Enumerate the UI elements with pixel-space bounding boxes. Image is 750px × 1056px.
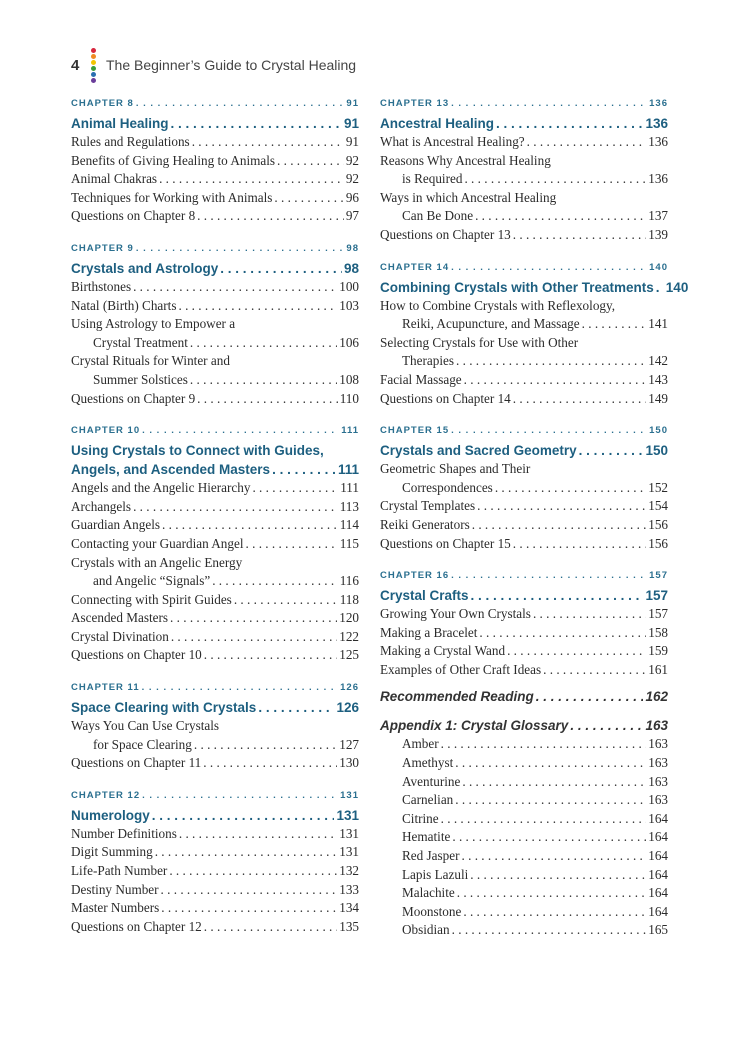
chakra-dots-icon (91, 48, 96, 83)
chapter-title[interactable]: Combining Crystals with Other Treatments . . . 140 (380, 278, 668, 297)
dot-blue (91, 72, 96, 77)
chapter-label[interactable]: CHAPTER 8 . . . 91 (71, 97, 359, 111)
chapter-title[interactable]: Crystal Crafts . . . 157 (380, 586, 668, 605)
chapter-label[interactable]: CHAPTER 10 . . . 111 (71, 424, 359, 438)
glossary-entry[interactable]: Moonstone . . . 164 (380, 903, 668, 922)
toc-entry[interactable]: Ascended Masters . . . 120 (71, 609, 359, 628)
chapter-9 (71, 242, 359, 408)
chapter-11 (71, 681, 359, 773)
toc-entry[interactable]: Birthstones . . . 100 (71, 278, 359, 297)
chapter-10 (71, 424, 359, 665)
toc-entry[interactable]: for Space Clearing . . . 127 (71, 736, 359, 755)
chapter-label[interactable]: CHAPTER 9 . . . 98 (71, 242, 359, 256)
toc-entry[interactable]: Reiki, Acupuncture, and Massage . . . 141 (380, 315, 668, 334)
toc-entry-line1[interactable]: Crystal Rituals for Winter and (71, 353, 230, 369)
glossary-entry[interactable]: Amber . . . 163 (380, 735, 668, 754)
book-title: The Beginner’s Guide to Crystal Healing (106, 57, 357, 73)
glossary-entry[interactable]: Hematite . . . 164 (380, 828, 668, 847)
chapter-label[interactable]: CHAPTER 14 . . . 140 (380, 261, 668, 275)
glossary-entry[interactable]: Red Jasper . . . 164 (380, 847, 668, 866)
toc-entry[interactable]: Questions on Chapter 10 . . . 125 (71, 646, 359, 665)
chapter-title[interactable]: Space Clearing with Crystals . . . 126 (71, 698, 359, 717)
chapter-15 (380, 424, 668, 553)
glossary-entry[interactable]: Lapis Lazuli . . . 164 (380, 866, 668, 885)
toc-entry[interactable]: Reiki Generators . . . 156 (380, 516, 668, 535)
chapter-13 (380, 97, 668, 245)
toc-entry[interactable]: Can Be Done . . . 137 (380, 207, 668, 226)
dot-purple (91, 78, 96, 83)
toc-entry[interactable]: Growing Your Own Crystals . . . 157 (380, 605, 668, 624)
toc-entry-line1[interactable]: Reasons Why Ancestral Healing (380, 152, 551, 168)
toc-entry-line1[interactable]: Selecting Crystals for Use with Other (380, 334, 579, 350)
page-number: 4 (71, 56, 80, 74)
toc-entry[interactable]: Questions on Chapter 14 . . . 149 (380, 390, 668, 409)
toc-right-column (380, 97, 689, 940)
dot-orange (91, 54, 96, 59)
toc-entry-line1[interactable]: Using Astrology to Empower a (71, 316, 236, 332)
chapter-label[interactable]: CHAPTER 16 . . . 157 (380, 569, 668, 583)
chapter-label[interactable]: CHAPTER 11 . . . 126 (71, 681, 359, 695)
toc-entry[interactable]: Questions on Chapter 15 . . . 156 (380, 535, 668, 554)
toc-entry[interactable]: Life-Path Number . . . 132 (71, 862, 359, 881)
chapter-title[interactable]: Crystals and Sacred Geometry . . . 150 (380, 441, 668, 460)
toc-entry[interactable]: Rules and Regulations . . . 91 (71, 133, 359, 152)
toc-entry[interactable]: Correspondences . . . 152 (380, 479, 668, 498)
toc-entry[interactable]: Digit Summing . . . 131 (71, 843, 359, 862)
chapter-title[interactable]: Numerology . . . 131 (71, 806, 359, 825)
recommended-reading-entry[interactable]: Recommended Reading . . . 162 (380, 687, 668, 706)
chapter-title[interactable]: Animal Healing . . . 91 (71, 114, 359, 133)
toc-entry[interactable]: Crystal Divination . . . 122 (71, 628, 359, 647)
glossary-entry[interactable]: Aventurine . . . 163 (380, 773, 668, 792)
chapter-8 (71, 97, 359, 226)
toc-entry[interactable]: Questions on Chapter 9 . . . 110 (71, 390, 359, 409)
toc-entry[interactable]: Animal Chakras . . . 92 (71, 170, 359, 189)
toc-entry[interactable]: Angels and the Angelic Hierarchy . . . 111 (71, 479, 359, 498)
appendix-title[interactable]: Appendix 1: Crystal Glossary . . . 163 (380, 716, 668, 735)
chapter-16 (380, 569, 668, 679)
toc-entry[interactable]: Examples of Other Craft Ideas . . . 161 (380, 661, 668, 680)
toc-entry-line1[interactable]: How to Combine Crystals with Reflexology, (380, 297, 616, 313)
chapter-title-line1[interactable]: Using Crystals to Connect with Guides, (71, 443, 324, 459)
chapter-title[interactable]: Crystals and Astrology . . . 98 (71, 259, 359, 278)
toc-entry-line1[interactable]: Ways You Can Use Crystals (71, 718, 220, 734)
toc-entry[interactable]: Contacting your Guardian Angel . . . 115 (71, 535, 359, 554)
toc-entry[interactable]: is Required . . . 136 (380, 170, 668, 189)
chapter-title[interactable]: Ancestral Healing . . . 136 (380, 114, 668, 133)
toc-entry[interactable]: Questions on Chapter 13 . . . 139 (380, 226, 668, 245)
toc-entry[interactable]: Archangels . . . 113 (71, 498, 359, 517)
chapter-14 (380, 261, 689, 409)
toc-entry-line1[interactable]: Crystals with an Angelic Energy (71, 554, 243, 570)
toc-entry[interactable]: Questions on Chapter 8 . . . 97 (71, 207, 359, 226)
toc-entry[interactable]: Number Definitions . . . 131 (71, 825, 359, 844)
chapter-label[interactable]: CHAPTER 13 . . . 136 (380, 97, 668, 111)
toc-entry-line1[interactable]: Ways in which Ancestral Healing (380, 189, 557, 205)
dot-green (91, 66, 96, 71)
recommended-reading (380, 687, 668, 706)
glossary-entry[interactable]: Carnelian . . . 163 (380, 791, 668, 810)
toc-entry[interactable]: Crystal Treatment . . . 106 (71, 334, 359, 353)
toc-entry[interactable]: Facial Massage . . . 143 (380, 371, 668, 390)
toc-entry[interactable]: Master Numbers . . . 134 (71, 899, 359, 918)
chapter-label[interactable]: CHAPTER 15 . . . 150 (380, 424, 668, 438)
toc-entry[interactable]: Natal (Birth) Charts . . . 103 (71, 297, 359, 316)
toc-entry[interactable]: What is Ancestral Healing? . . . 136 (380, 133, 668, 152)
glossary-entry[interactable]: Malachite . . . 164 (380, 884, 668, 903)
toc-entry[interactable]: and Angelic “Signals” . . . 116 (71, 572, 359, 591)
glossary-entry[interactable]: Amethyst . . . 163 (380, 754, 668, 773)
toc-entry[interactable]: Connecting with Spirit Guides . . . 118 (71, 591, 359, 610)
appendix-1 (380, 716, 668, 940)
toc-entry[interactable]: Crystal Templates . . . 154 (380, 497, 668, 516)
dot-red (91, 48, 96, 53)
glossary-entry[interactable]: Citrine . . . 164 (380, 810, 668, 829)
toc-entry[interactable]: Benefits of Giving Healing to Animals . . . 92 (71, 152, 359, 171)
glossary-entry[interactable]: Obsidian . . . 165 (380, 921, 668, 940)
chapter-12 (71, 789, 359, 937)
toc-entry[interactable]: Making a Bracelet . . . 158 (380, 624, 668, 643)
dot-yellow (91, 60, 96, 65)
page-header (71, 52, 356, 78)
toc-entry[interactable]: Therapies . . . 142 (380, 352, 668, 371)
toc-entry[interactable]: Techniques for Working with Animals . . . 96 (71, 189, 359, 208)
toc-entry[interactable]: Questions on Chapter 12 . . . 135 (71, 918, 359, 937)
toc-entry[interactable]: Summer Solstices . . . 108 (71, 371, 359, 390)
toc-entry[interactable]: Destiny Number . . . 133 (71, 881, 359, 900)
toc-entry-line1[interactable]: Geometric Shapes and Their (380, 461, 531, 477)
toc-left-column (71, 97, 359, 952)
toc-entry[interactable]: Guardian Angels . . . 114 (71, 516, 359, 535)
chapter-title[interactable]: Angels, and Ascended Masters . . . 111 (71, 460, 359, 479)
toc-entry[interactable]: Making a Crystal Wand . . . 159 (380, 642, 668, 661)
chapter-label[interactable]: CHAPTER 12 . . . 131 (71, 789, 359, 803)
toc-entry[interactable]: Questions on Chapter 11 . . . 130 (71, 754, 359, 773)
